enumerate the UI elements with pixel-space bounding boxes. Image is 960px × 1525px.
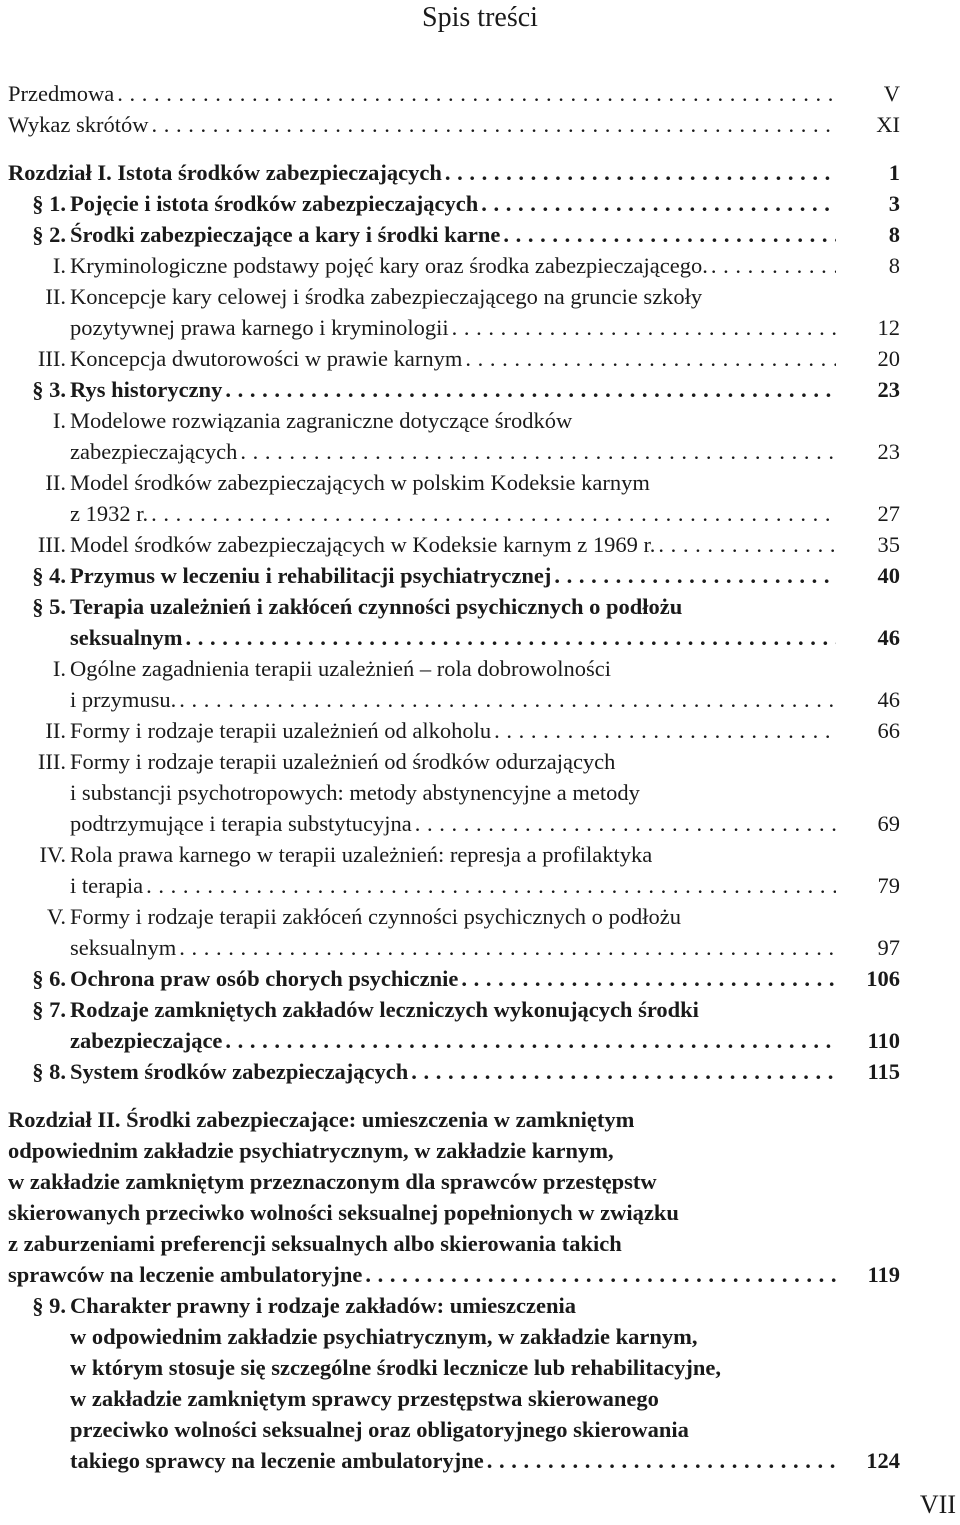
toc-entry-number: II.	[45, 718, 66, 743]
toc-entry-page: 20	[877, 346, 900, 371]
toc-entry-page: XI	[876, 112, 900, 137]
toc-entry[interactable]	[8, 405, 900, 467]
toc-entry-page: 115	[867, 1059, 900, 1084]
toc-line	[8, 1197, 900, 1228]
toc-entry-page: V	[883, 81, 900, 106]
dot-leader	[415, 808, 836, 839]
toc-line	[8, 715, 900, 746]
toc-entry-page: 97	[877, 935, 900, 960]
page-title: Spis treści	[422, 2, 538, 33]
toc-line	[8, 1166, 900, 1197]
toc-entry-page: 46	[877, 687, 900, 712]
toc-entry-title: zabezpieczających	[70, 439, 238, 464]
section-gap	[8, 1087, 900, 1104]
toc-entry-page: 119	[867, 1262, 900, 1287]
dot-leader	[461, 963, 836, 994]
toc-entry[interactable]	[8, 343, 900, 374]
toc-entry[interactable]	[8, 1104, 900, 1290]
dot-leader	[481, 188, 836, 219]
toc-entry[interactable]	[8, 839, 900, 901]
toc-line	[8, 684, 900, 715]
toc-line	[8, 653, 900, 684]
toc-entry-title: i przymusu.	[70, 687, 177, 712]
toc-line	[8, 560, 900, 591]
toc-line	[8, 622, 900, 653]
toc-entry-title: i terapia	[70, 873, 144, 898]
toc-entry-number: I.	[52, 656, 66, 681]
toc-entry-number: § 6.	[32, 966, 66, 991]
dot-leader	[487, 1445, 836, 1476]
toc-entry[interactable]	[8, 591, 900, 653]
toc-entry-title: Koncepcje kary celowej i środka zabezpieczającego na gruncie szkoły	[70, 284, 703, 309]
toc-entry-title: Koncepcja dwutorowości w prawie karnym	[70, 346, 463, 371]
toc-entry-title: przeciwko wolności seksualnej oraz obligatoryjnego skierowania	[70, 1417, 689, 1442]
toc-entry[interactable]	[8, 901, 900, 963]
dot-leader	[186, 622, 836, 653]
toc-entry-page: 27	[877, 501, 900, 526]
toc-entry-number: V.	[47, 904, 66, 929]
toc-line	[8, 1228, 900, 1259]
toc-entry-title: Środki zabezpieczające a kary i środki karne	[70, 222, 501, 247]
toc-entry-page: 23	[877, 377, 900, 402]
dot-leader	[711, 250, 836, 281]
table-of-contents	[8, 78, 900, 1476]
toc-line	[8, 436, 900, 467]
toc-entry[interactable]	[8, 963, 900, 994]
dot-leader	[658, 529, 836, 560]
toc-entry-title: Ochrona praw osób chorych psychicznie	[70, 966, 459, 991]
toc-line	[8, 219, 900, 250]
toc-entry-number: § 1.	[32, 191, 66, 216]
toc-line	[8, 1135, 900, 1166]
toc-line	[8, 250, 900, 281]
toc-entry[interactable]	[8, 157, 900, 188]
dot-leader	[411, 1056, 836, 1087]
toc-entry-title: Pojęcie i istota środków zabezpieczających	[70, 191, 479, 216]
toc-entry-title: Formy i rodzaje terapii zakłóceń czynności psychicznych o podłożu	[70, 904, 682, 929]
dot-leader	[151, 498, 836, 529]
toc-line	[8, 1445, 900, 1476]
dot-leader	[179, 932, 836, 963]
toc-entry-title: Model środków zabezpieczających w polskim Kodeksie karnym	[70, 470, 650, 495]
section-gap	[8, 140, 900, 157]
toc-entry-title: Formy i rodzaje terapii uzależnień od alkoholu	[70, 718, 492, 743]
toc-entry-title: Ogólne zagadnienia terapii uzależnień – rola dobrowolności	[70, 656, 612, 681]
toc-entry-number: II.	[45, 470, 66, 495]
toc-line	[8, 932, 900, 963]
toc-entry-page: 23	[877, 439, 900, 464]
toc-entry-page: 66	[877, 718, 900, 743]
dot-leader	[117, 78, 836, 109]
toc-line	[8, 109, 900, 140]
toc-entry-title: Formy i rodzaje terapii uzależnień od środków odurzających	[70, 749, 616, 774]
toc-entry-title: Wykaz skrótów	[8, 112, 149, 137]
toc-line	[8, 1383, 900, 1414]
toc-entry-page: 124	[866, 1448, 900, 1473]
toc-line	[8, 1290, 900, 1321]
toc-line	[8, 374, 900, 405]
toc-entry-page: 8	[888, 253, 900, 278]
toc-entry-number: IV.	[39, 842, 66, 867]
toc-line	[8, 591, 900, 622]
toc-entry[interactable]	[8, 250, 900, 281]
dot-leader	[240, 436, 836, 467]
toc-entry-title: skierowanych przeciwko wolności seksualnej popełnionych w związku	[8, 1200, 679, 1225]
toc-line	[8, 1025, 900, 1056]
toc-entry-number: III.	[37, 346, 66, 371]
toc-entry[interactable]	[8, 78, 900, 109]
toc-entry-title: seksualnym	[70, 625, 183, 650]
toc-line	[8, 1104, 900, 1135]
toc-line	[8, 405, 900, 436]
toc-entry[interactable]	[8, 715, 900, 746]
toc-entry-page: 79	[877, 873, 900, 898]
toc-entry-title: w zakładzie zamkniętym sprawcy przestępstwa skierowanego	[70, 1386, 659, 1411]
toc-entry-title: i substancji psychotropowych: metody abstynencyjne a metody	[70, 780, 640, 805]
toc-entry-title: z zaburzeniami preferencji seksualnych albo skierowania takich	[8, 1231, 622, 1256]
toc-line	[8, 1352, 900, 1383]
toc-entry-number: § 4.	[32, 563, 66, 588]
toc-entry-title: seksualnym	[70, 935, 177, 960]
dot-leader	[225, 1025, 836, 1056]
toc-entry-number: § 3.	[32, 377, 66, 402]
toc-entry[interactable]	[8, 529, 900, 560]
toc-line	[8, 281, 900, 312]
toc-entry-title: Rozdział I. Istota środków zabezpieczających	[8, 160, 442, 185]
toc-line	[8, 1414, 900, 1445]
toc-entry-title: w odpowiednim zakładzie psychiatrycznym, w zakładzie karnym,	[70, 1324, 698, 1349]
toc-entry-title: Terapia uzależnień i zakłóceń czynności psychicznych o podłożu	[70, 594, 683, 619]
toc-entry[interactable]	[8, 746, 900, 839]
dot-leader	[146, 870, 836, 901]
toc-entry-title: podtrzymujące i terapia substytucyjna	[70, 811, 412, 836]
toc-entry-title: Charakter prawny i rodzaje zakładów: umieszczenia	[70, 1293, 576, 1318]
dot-leader	[179, 684, 836, 715]
toc-entry-page: 1	[888, 160, 900, 185]
toc-entry-title: Rola prawa karnego w terapii uzależnień: represja a profilaktyka	[70, 842, 653, 867]
toc-line	[8, 312, 900, 343]
toc-line	[8, 1259, 900, 1290]
toc-line	[8, 498, 900, 529]
toc-entry[interactable]	[8, 560, 900, 591]
toc-entry-page: 46	[877, 625, 900, 650]
toc-entry-title: Rodzaje zamkniętych zakładów leczniczych wykonujących środki	[70, 997, 699, 1022]
dot-leader	[503, 219, 836, 250]
toc-entry-number: II.	[45, 284, 66, 309]
dot-leader	[445, 157, 836, 188]
toc-entry-number: § 2.	[32, 222, 66, 247]
toc-line	[8, 994, 900, 1025]
toc-entry-page: 69	[877, 811, 900, 836]
toc-entry-title: Rys historyczny	[70, 377, 223, 402]
toc-entry-title: Przedmowa	[8, 81, 115, 106]
toc-entry[interactable]	[8, 467, 900, 529]
toc-line	[8, 777, 900, 808]
dot-leader	[554, 560, 836, 591]
toc-entry-title: sprawców na leczenie ambulatoryjne	[8, 1262, 363, 1287]
toc-line	[8, 1321, 900, 1352]
toc-entry-title: takiego sprawcy na leczenie ambulatoryjne	[70, 1448, 484, 1473]
toc-line	[8, 467, 900, 498]
toc-line	[8, 870, 900, 901]
toc-entry-title: Kryminologiczne podstawy pojęć kary oraz środka zabezpieczającego.	[70, 253, 708, 278]
toc-entry-number: § 9.	[32, 1293, 66, 1318]
toc-entry-page: 35	[877, 532, 900, 557]
toc-entry-title: Modelowe rozwiązania zagraniczne dotyczące środków	[70, 408, 573, 433]
dot-leader	[225, 374, 836, 405]
toc-entry-title: pozytywnej prawa karnego i kryminologii	[70, 315, 449, 340]
toc-entry-number: I.	[52, 253, 66, 278]
toc-line	[8, 746, 900, 777]
toc-entry-number: III.	[37, 532, 66, 557]
toc-entry[interactable]	[8, 109, 900, 140]
toc-entry[interactable]	[8, 374, 900, 405]
toc-entry-title: Model środków zabezpieczających w Kodeksie karnym z 1969 r.	[70, 532, 656, 557]
toc-entry-number: § 8.	[32, 1059, 66, 1084]
toc-entry[interactable]	[8, 219, 900, 250]
toc-entry-title: z 1932 r.	[70, 501, 149, 526]
toc-line	[8, 901, 900, 932]
toc-entry-title: Rozdział II. Środki zabezpieczające: umieszczenia w zamkniętym	[8, 1107, 635, 1132]
toc-entry[interactable]	[8, 1056, 900, 1087]
toc-entry-page: 12	[877, 315, 900, 340]
toc-line	[8, 343, 900, 374]
toc-line	[8, 808, 900, 839]
toc-entry-title: w zakładzie zamkniętym przeznaczonym dla sprawców przestępstw	[8, 1169, 657, 1194]
toc-line	[8, 1056, 900, 1087]
toc-entry-title: odpowiednim zakładzie psychiatrycznym, w zakładzie karnym,	[8, 1138, 614, 1163]
toc-entry-number: § 7.	[32, 997, 66, 1022]
toc-entry-number: III.	[37, 749, 66, 774]
toc-line	[8, 188, 900, 219]
toc-entry-page: 8	[888, 222, 900, 247]
dot-leader	[151, 109, 836, 140]
toc-line	[8, 78, 900, 109]
toc-entry-number: § 5.	[32, 594, 66, 619]
toc-line	[8, 529, 900, 560]
dot-leader	[365, 1259, 836, 1290]
toc-entry-page: 3	[888, 191, 900, 216]
toc-line	[8, 839, 900, 870]
toc-line	[8, 963, 900, 994]
toc-entry-page: 110	[867, 1028, 900, 1053]
toc-entry-number: I.	[52, 408, 66, 433]
toc-entry-title: zabezpieczające	[70, 1028, 223, 1053]
toc-entry-page: 106	[866, 966, 900, 991]
dot-leader	[452, 312, 836, 343]
toc-entry-title: System środków zabezpieczających	[70, 1059, 409, 1084]
toc-entry-page: 40	[877, 563, 900, 588]
toc-entry-title: w którym stosuje się szczególne środki lecznicze lub rehabilitacyjne,	[70, 1355, 721, 1380]
toc-entry[interactable]	[8, 1290, 900, 1476]
toc-entry[interactable]	[8, 653, 900, 715]
toc-entry[interactable]	[8, 994, 900, 1056]
toc-entry[interactable]	[8, 188, 900, 219]
dot-leader	[494, 715, 836, 746]
page-number: VII	[919, 1490, 956, 1519]
toc-entry[interactable]	[8, 281, 900, 343]
toc-entry-title: Przymus w leczeniu i rehabilitacji psychiatrycznej	[70, 563, 552, 588]
dot-leader	[465, 343, 836, 374]
toc-line	[8, 157, 900, 188]
